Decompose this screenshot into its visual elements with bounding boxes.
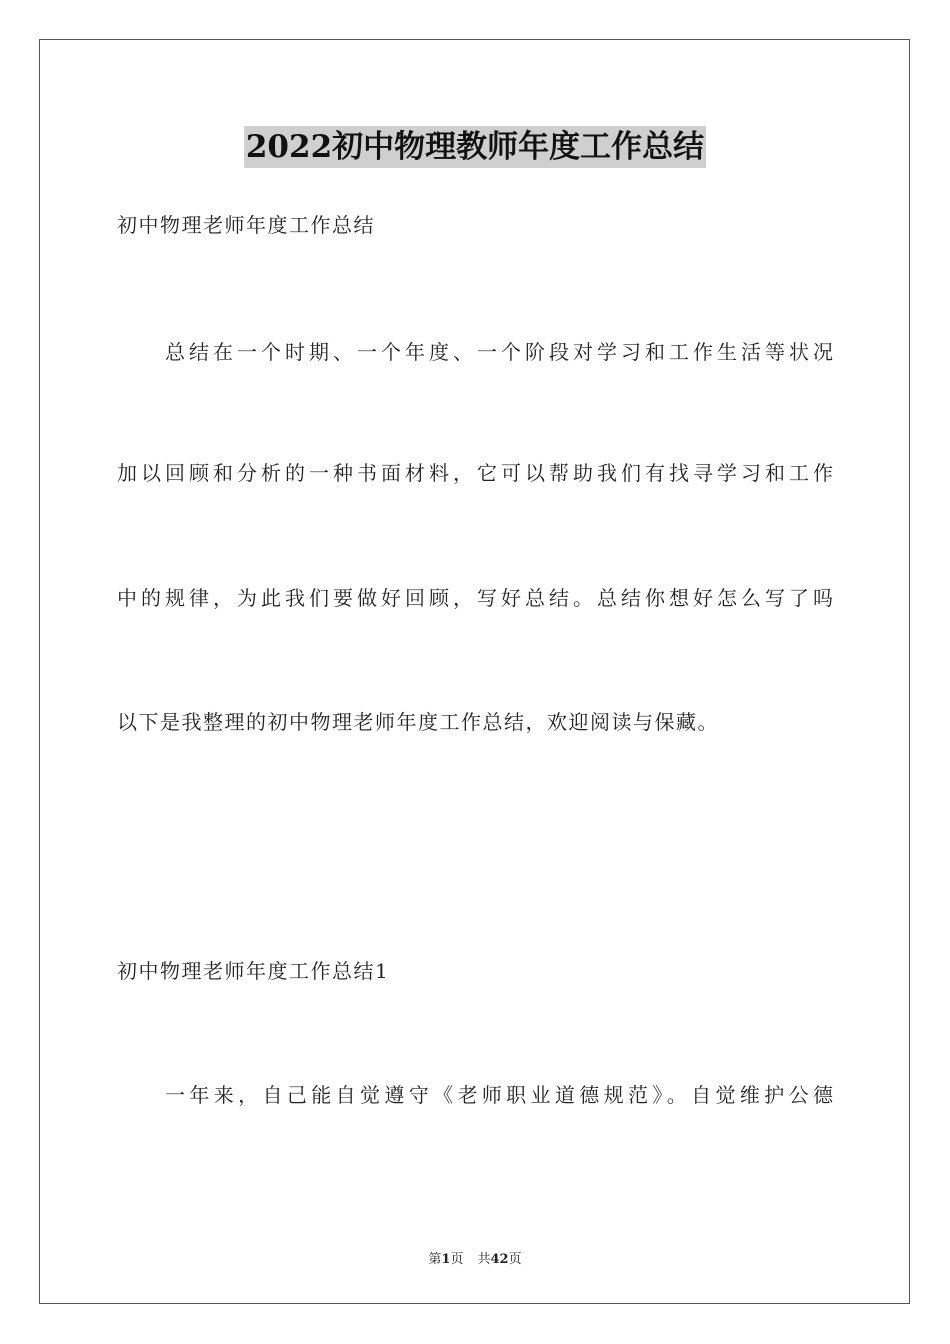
paragraph-line: 加以回顾和分析的一种书面材料，它可以帮助我们有找寻学习和工作 <box>117 461 833 485</box>
title-container <box>0 126 950 168</box>
paragraph-line: 总结在一个时期、一个年度、一个阶段对学习和工作生活等状况 <box>165 340 833 364</box>
paragraph-line: 以下是我整理的初中物理老师年度工作总结，欢迎阅读与保藏。 <box>117 710 719 734</box>
paragraph-line: 一年来，自己能自觉遵守《老师职业道德规范》。自觉维护公德 <box>165 1083 833 1107</box>
page-footer <box>0 1248 950 1267</box>
page-suffix: 页 <box>450 1252 464 1267</box>
total-pages: 42 <box>490 1252 509 1267</box>
document-title: 2022初中物理教师年度工作总结 <box>244 126 706 168</box>
section-heading: 初中物理老师年度工作总结1 <box>117 959 390 983</box>
paragraph-line: 中的规律，为此我们要做好回顾，写好总结。总结你想好怎么写了吗 <box>117 586 833 610</box>
page-prefix: 第 <box>428 1252 442 1267</box>
subtitle-line: 初中物理老师年度工作总结 <box>117 213 375 237</box>
total-prefix: 共 <box>477 1252 491 1267</box>
total-suffix: 页 <box>508 1252 522 1267</box>
page-number: 1 <box>441 1252 451 1267</box>
